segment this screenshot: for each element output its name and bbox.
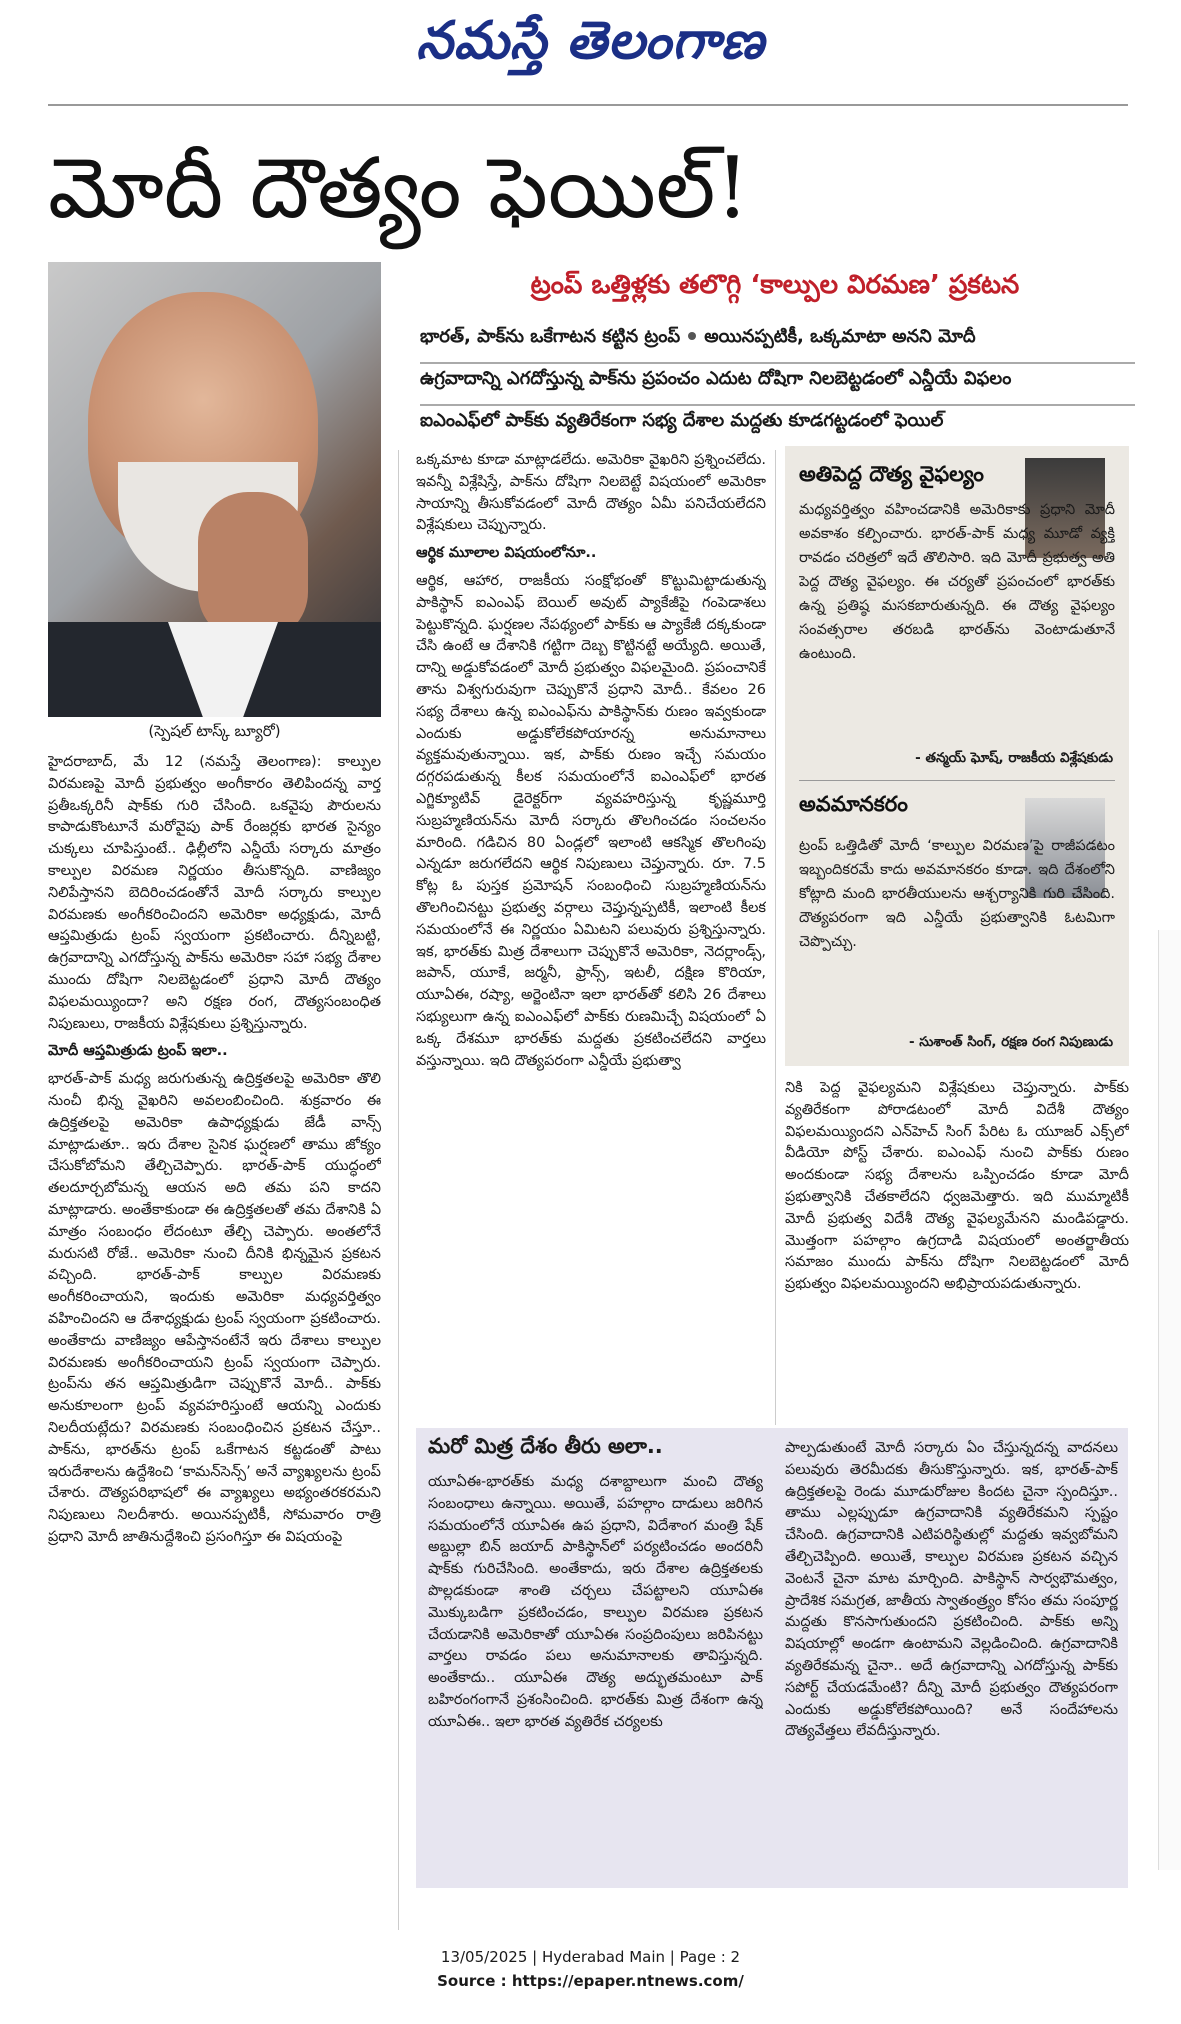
friend-box-left: యూఏఈ-భారత్‌కు మధ్య దశాబ్దాలుగా మంచి దౌత్య సంబంధాలు ఉన్నాయి. అయితే, పహల్గాం దాడులు జరిగిన సమయంలోనే యూఏఈ ఉప ప్రధాని, విదేశాంగ మంత్రి షేక్ అబ్దుల్లా బిన్ జయాద్ పాకిస్థాన్‌లో పర్యటించడం అందరినీ షాక్‌కు గురిచేసింది. అంతేకాదు, ఇరు దేశాల ఉద్రిక్తతలకు పొల్లడకుండా శాంతి చర్చలు చేపట్టాలని యూఏఈ మొక్కుబడిగా ప్రకటించడం, కాల్పుల విరమణ ప్రకటన చేయడానికి అమెరికాతో యూఏఈ సంప్రదింపులు జరిపినట్టు వార్తలు రావడం పలు అనుమానాలకు తావిస్తున్నది. అంతేకాదు.. యూఏఈ దౌత్య అద్భుతమంటూ పాక్ బహిరంగంగానే ప్రశంసించింది. భారత్‌కు మిత్ర దేశంగా ఉన్న యూఏఈ.. ఇలా భారత వ్యతిరేక చర్యలకు bbox=[428, 1474, 763, 1730]
col1-para-2: భారత్-పాక్ మధ్య జరుగుతున్న ఉద్రిక్తతలపై అమెరికా తొలి నుంచీ భిన్న వైఖరిని అవలంబించింది. శుక్రవారం ఈ ఉద్రిక్తతలపై అమెరికా ఉపాధ్యక్షుడు జేడీ వాన్స్ మాట్లాడుతూ.. ఇరు దేశాల సైనిక ఘర్షణలో తాము జోక్యం చేసుకోబోమని తేల్చిచెప్పారు. భారత్-పాక్ యుద్ధంలో తలదూర్చబోమన్న ఆయన అది తమ పని కాదని మాట్లాడారు. అంతేకాకుండా ఈ ఉద్రిక్తతలతో తమ దేశానికి ఏ మాత్రం సంబంధం లేదంటూ తేల్చి చెప్పారు. అంతలోనే మరుసటి రోజే.. అమెరికా నుంచి దీనికి భిన్నమైన ప్రకటన వచ్చింది. భారత్-పాక్ కాల్పుల విరమణకు అంగీకరించాయని, ఇందుకు అమెరికా మధ్యవర్తిత్వం వహించిందని ఆ దేశాధ్యక్షుడు ట్రంప్ స్వయంగా ప్రకటించారు. అంతేకాదు వాణిజ్యం ఆపేస్తానంటేనే ఇరు దేశాలు కాల్పుల విరమణకు అంగీకరించాయని ట్రంప్ స్వయంగా చెప్పారు. ట్రంప్‌ను తన ఆప్తమిత్రుడిగా చెప్పుకొనే మోదీ.. పాక్‌కు అనుకూలంగా ట్రంప్ వ్యవహరిస్తుంటే ఆయన్ని ఎందుకు నిలదీయట్లేదు? విరమణకు సంబంధించిన ప్రకటన చేస్తూ.. పాక్‌ను, భారత్‌ను ట్రంప్ ఒకేగాటన కట్టడంతో పాటు ఇరుదేశాలను ఉద్దేశించి ‘కామన్‌సెన్స్’ అనే వ్యాఖ్యలను ట్రంప్ చేశారు. దౌత్యపరిభాషలో ఈ వ్యాఖ్యలు అభ్యంతరకరమని నిపుణులు నిలదీశారు. అయినప్పటికీ, సోమవారం రాత్రి ప్రధాని మోదీ జాతినుద్దేశించి ప్రసంగిస్తూ ఈ విషయంపై bbox=[48, 1071, 381, 1545]
sidebar-credit-1: - తన్మయ్ ఘోష్, రాజకీయ విశ్లేషకుడు bbox=[915, 750, 1113, 766]
friend-country-box bbox=[416, 1428, 1128, 1888]
sidebar-text-2: ట్రంప్ ఒత్తిడితో మోదీ ‘కాల్పుల విరమణ’పై రాజీపడటం ఇబ్బందికరమే కాదు అవమానకరం కూడా. ఇది దేశంలోని కోట్లాది మంది భారతీయులను ఆశ్చర్యానికి గురి చేసింది. దౌత్యపరంగా ఇది ఎన్డీయే ప్రభుత్వానికి ఓటమిగా చెప్పొచ్చు. bbox=[799, 838, 1115, 950]
masthead-rule bbox=[48, 104, 1128, 106]
adjacent-page-edge bbox=[1158, 930, 1181, 1870]
headline: మోదీ దౌత్యం ఫెయిల్! bbox=[48, 139, 750, 237]
photo-caption: (స్పెషల్ టాస్క్ బ్యూరో) bbox=[148, 722, 281, 740]
deck-1b: అయినప్పటికీ, ఒక్కమాటా అనని మోదీ bbox=[704, 326, 976, 347]
column-3 bbox=[785, 1078, 1129, 1418]
sidebar-quotes bbox=[785, 446, 1129, 1066]
masthead-logo: నమస్తే తెలంగాణ bbox=[416, 10, 765, 71]
column-1 bbox=[48, 752, 381, 1927]
col3-para-1: నికి పెద్ద వైఫల్యమని విశ్లేషకులు చెప్తున్నారు. పాక్‌కు వ్యతిరేకంగా పోరాడటంలో మోదీ విదేశీ దౌత్యం విఫలమయ్యిందని ఎన్‌హెచ్ సింగ్ పేరిట ఓ యూజర్ ఎక్స్‌లో వీడియో పోస్ట్ చేశారు. ఐఎంఎఫ్ నుంచి పాక్‌కు రుణం అందకుండా సభ్య దేశాలను ఒప్పించడం కూడా మోదీ ప్రభుత్వానికి చేతకాలేదని ధ్వజమెత్తారు. ఇది ముమ్మాటికీ మోదీ ప్రభుత్వ విదేశీ దౌత్య వైఫల్యమేనని మండిపడ్డారు. మొత్తంగా పహల్గాం ఉగ్రదాడి విషయంలో అంతర్జాతీయ సమాజం ముందు పాక్‌ను దోషిగా నిలబెట్టడంలో మోదీ ప్రభుత్వం విఫలమయ్యిందని అభిప్రాయపడుతున్నారు. bbox=[785, 1080, 1129, 1293]
deck-line-1 bbox=[420, 326, 1135, 362]
sidebar-text-1: మధ్యవర్తిత్వం వహించడానికి అమెరికాకు ప్రధాని మోదీ అవకాశం కల్పించారు. భారత్-పాక్ మధ్య మూడో వ్యక్తి రావడం చరిత్రలో ఇదే తొలిసారి. ఇది మోదీ ప్రభుత్వ అతి పెద్ద దౌత్య వైఫల్యం. ఈ చర్యతో ప్రపంచంలో భారత్‌కు ఉన్న ప్రతిష్ఠ మసకబారుతున్నది. ఈ దౌత్య వైఫల్యం సంవత్సరాల తరబడి భారత్‌ను వెంటాడుతూనే ఉంటుంది. bbox=[799, 502, 1115, 662]
column-2 bbox=[416, 450, 766, 1425]
subheadline: ట్రంప్ ఒత్తిళ్లకు తలొగ్గి ‘కాల్పుల విరమణ’ ప్రకటన bbox=[530, 270, 1020, 300]
sidebar-divider bbox=[799, 780, 1115, 781]
bullet-icon bbox=[688, 332, 696, 340]
col2-section-title: ఆర్థిక మూలాల విషయంలోనూ.. bbox=[416, 545, 597, 562]
sidebar-title-1: అతిపెద్ద దౌత్య వైఫల్యం bbox=[799, 462, 984, 486]
footer-source: Source : https://epaper.ntnews.com/ bbox=[437, 1972, 744, 1990]
deck-line-3: ఐఎంఎఫ్‌లో పాక్‌కు వ్యతిరేకంగా సభ్య దేశాల మద్దతు కూడగట్టడంలో ఫెయిల్ bbox=[420, 410, 944, 431]
col1-para-1: హైదరాబాద్, మే 12 (నమస్తే తెలంగాణ): కాల్పుల విరమణపై మోదీ ప్రభుత్వం అంగీకారం తెలిపిందన్న వార్త ప్రతీఒక్కరినీ షాక్‌కు గురి చేసింది. ఒకవైపు పౌరులను కాపాడుకొంటూనే మరోవైపు పాక్ రేంజర్లకు భారత సైన్యం చుక్కలు చూపిస్తుంటే.. ఢిల్లీలోని ఎన్డీయే సర్కారు మాత్రం కాల్పుల విరమణ నిర్ణయం తీసుకొన్నది. వాణిజ్యం నిలిపేస్తానని బెదిరించడంతోనే మోదీ సర్కారు కాల్పుల విరమణకు అంగీకరించిందని అమెరికా అధ్యక్షుడు, మోదీ ఆప్తమిత్రుడు ట్రంప్ స్వయంగా ప్రకటించారు. దీన్నిబట్టి, ఉగ్రవాదాన్ని ఎగదోస్తున్న పాక్‌ను అమెరికా సహా సభ్య దేశాల ముందు దోషిగా నిలబెట్టడంలో ప్రధాని మోదీ దౌత్యం విఫలమయ్యిందా? అని రక్షణ రంగ, దౌత్యసంబంధిత నిపుణులు, రాజకీయ విశ్లేషకులు ప్రశ్నిస్తున్నారు. bbox=[48, 754, 381, 1032]
deck-1a: భారత్, పాక్‌ను ఒకేగాటన కట్టిన ట్రంప్ bbox=[420, 326, 681, 347]
footer-edition: 13/05/2025 | Hyderabad Main | Page : 2 bbox=[440, 1948, 741, 1966]
friend-box-title: మరో మిత్ర దేశం తీరు అలా.. bbox=[428, 1434, 663, 1458]
sidebar-title-2: అవమానకరం bbox=[799, 792, 908, 816]
modi-photo bbox=[48, 262, 381, 717]
col2-para-2: ఆర్థిక, ఆహార, రాజకీయ సంక్షోభంతో కొట్టుమిట్టాడుతున్న పాకిస్థాన్ ఐఎంఎఫ్ బెయిల్ అవుట్ ప్యాకేజీపై గంపెడాశలు పెట్టుకొన్నది. ఘర్షణల నేపథ్యంలో పాక్‌కు ఆ ప్యాకేజీ దక్కకుండా చేసి ఉంటే ఆ దేశానికి గట్టిగా దెబ్బ కొట్టినట్టే అయ్యేది. అయితే, దాన్ని అడ్డుకోవడంలో మోదీ ప్రభుత్వం విఫలమైంది. ప్రపంచానికే తాను విశ్వగురువుగా చెప్పుకొనే ప్రధాని మోదీ.. కేవలం 26 సభ్య దేశాలు ఉన్న ఐఎంఎఫ్‌ను పాకిస్థాన్‌కు రుణం ఇవ్వకుండా ఎందుకు అడ్డుకోలేకపోయారన్న అనుమానాలు వ్యక్తమవుతున్నాయి. ఇక, పాక్‌కు రుణం ఇచ్చే సమయం దగ్గరపడుతున్న కీలక సమయంలోనే ఐఎంఎఫ్‌లో భారత ఎగ్జిక్యూటివ్ డైరెక్టర్‌గా వ్యవహరిస్తున్న కృష్ణమూర్తి సుబ్రహ్మణియన్‌ను మోదీ సర్కారు తొలగించడం సంచలనం మారింది. గడిచిన 80 ఏండ్లలో ఇలాంటి ఆకస్మిక తొలగింపు ఎన్నడూ జరుగలేదని ఆర్థిక నిపుణులు చెప్తున్నారు. రూ. 7.5 కోట్ల ఓ పుస్తక ప్రమోషన్ సంబంధించి సుబ్రహ్మణియన్‌ను తొలగించినట్టు ప్రభుత్వ వర్గాలు చెప్తున్నప్పటికీ, ఇలాంటి కీలక సమయంలోనే ఈ నిర్ణయం ఏమిటని పలువురు ప్రశ్నిస్తున్నారు. ఇక, భారత్‌కు మిత్ర దేశాలుగా చెప్పుకొనే అమెరికా, నెదర్లాండ్స్, జపాన్, యూకే, జర్మనీ, ఫ్రాన్స్, ఇటలీ, దక్షిణ కొరియా, యూఏఈ, రష్యా, అర్జెంటినా ఇలా భారత్‌తో కలిసి 26 దేశాలు సభ్యులుగా ఉన్న ఐఎంఎఫ్‌లో పాక్‌కు రుణమిచ్చే విషయంలో ఏ ఒక్క దేశమూ భారత్‌కు మద్దతు ప్రకటించలేదని వార్తలు వస్తున్నాయి. ఇది దౌత్యపరంగా ఎన్డీయే ప్రభుత్వా bbox=[416, 572, 766, 1069]
col1-section-title: మోదీ ఆప్తమిత్రుడు ట్రంప్ ఇలా.. bbox=[48, 1043, 228, 1060]
deck-rule bbox=[420, 404, 1135, 406]
masthead bbox=[0, 0, 1181, 95]
sidebar-credit-2: - సుశాంత్ సింగ్, రక్షణ రంగ నిపుణుడు bbox=[908, 1034, 1113, 1050]
friend-box-right: పాల్పడుతుంటే మోదీ సర్కారు ఏం చేస్తున్నదన్న వాదనలు పలువురు తెరమీదకు తీసుకొస్తున్నారు. ఇక, భారత్-పాక్ ఉద్రిక్తతలపై రెండు మూడురోజుల కిందట చైనా స్పందిస్తూ.. తాము ఎల్లప్పుడూ ఉగ్రవాదానికి వ్యతిరేకమని స్పష్టం చేసింది. ఉగ్రవాదానికి ఎటిపరిస్థితుల్లో మద్దతు ఇవ్వబోమని తేల్చిచెప్పింది. అయితే, కాల్పుల విరమణ ప్రకటన వచ్చిన వెంటనే చైనా మాట మార్చింది. పాకిస్థాన్ సార్వభౌమత్వం, ప్రాదేశిక సమగ్రత, జాతీయ స్వాతంత్ర్యం కోసం తమ సంపూర్ణ మద్దతు కొనసాగుతుందని ప్రకటించింది. పాక్‌కు అన్ని విషయాల్లో అండగా ఉంటామని వెల్లడించింది. ఉగ్రవాదానికి వ్యతిరేకమన్న చైనా.. అదే ఉగ్రవాదాన్ని ఎగదోస్తున్న పాక్‌కు సపోర్ట్ చేయడమేంటి? దీన్ని మోదీ ప్రభుత్వం దౌత్యపరంగా ఎందుకు అడ్డుకోలేకపోయింది? అనే సందేహాలను దౌత్యవేత్తలు లేవదీస్తున్నారు. bbox=[785, 1440, 1118, 1740]
column-divider bbox=[775, 450, 776, 1425]
deck-rule bbox=[420, 362, 1135, 364]
deck-line-2: ఉగ్రవాదాన్ని ఎగదోస్తున్న పాక్‌ను ప్రపంచం ఎదుట దోషిగా నిలబెట్టడంలో ఎన్డీయే విఫలం bbox=[420, 368, 1012, 389]
col2-para-1: ఒక్కమాట కూడా మాట్లాడలేదు. అమెరికా వైఖరిని ప్రశ్నించలేదు. ఇవన్నీ విశ్లేషిస్తే, పాక్‌ను దోషిగా నిలబెట్టే విషయంలో అమెరికా సాయాన్ని తీసుకోవడంలో మోదీ దౌత్యం ఏమీ పనిచేయలేదని విశ్లేషకులు చెప్పున్నారు. bbox=[416, 452, 766, 534]
column-divider bbox=[398, 450, 399, 1930]
